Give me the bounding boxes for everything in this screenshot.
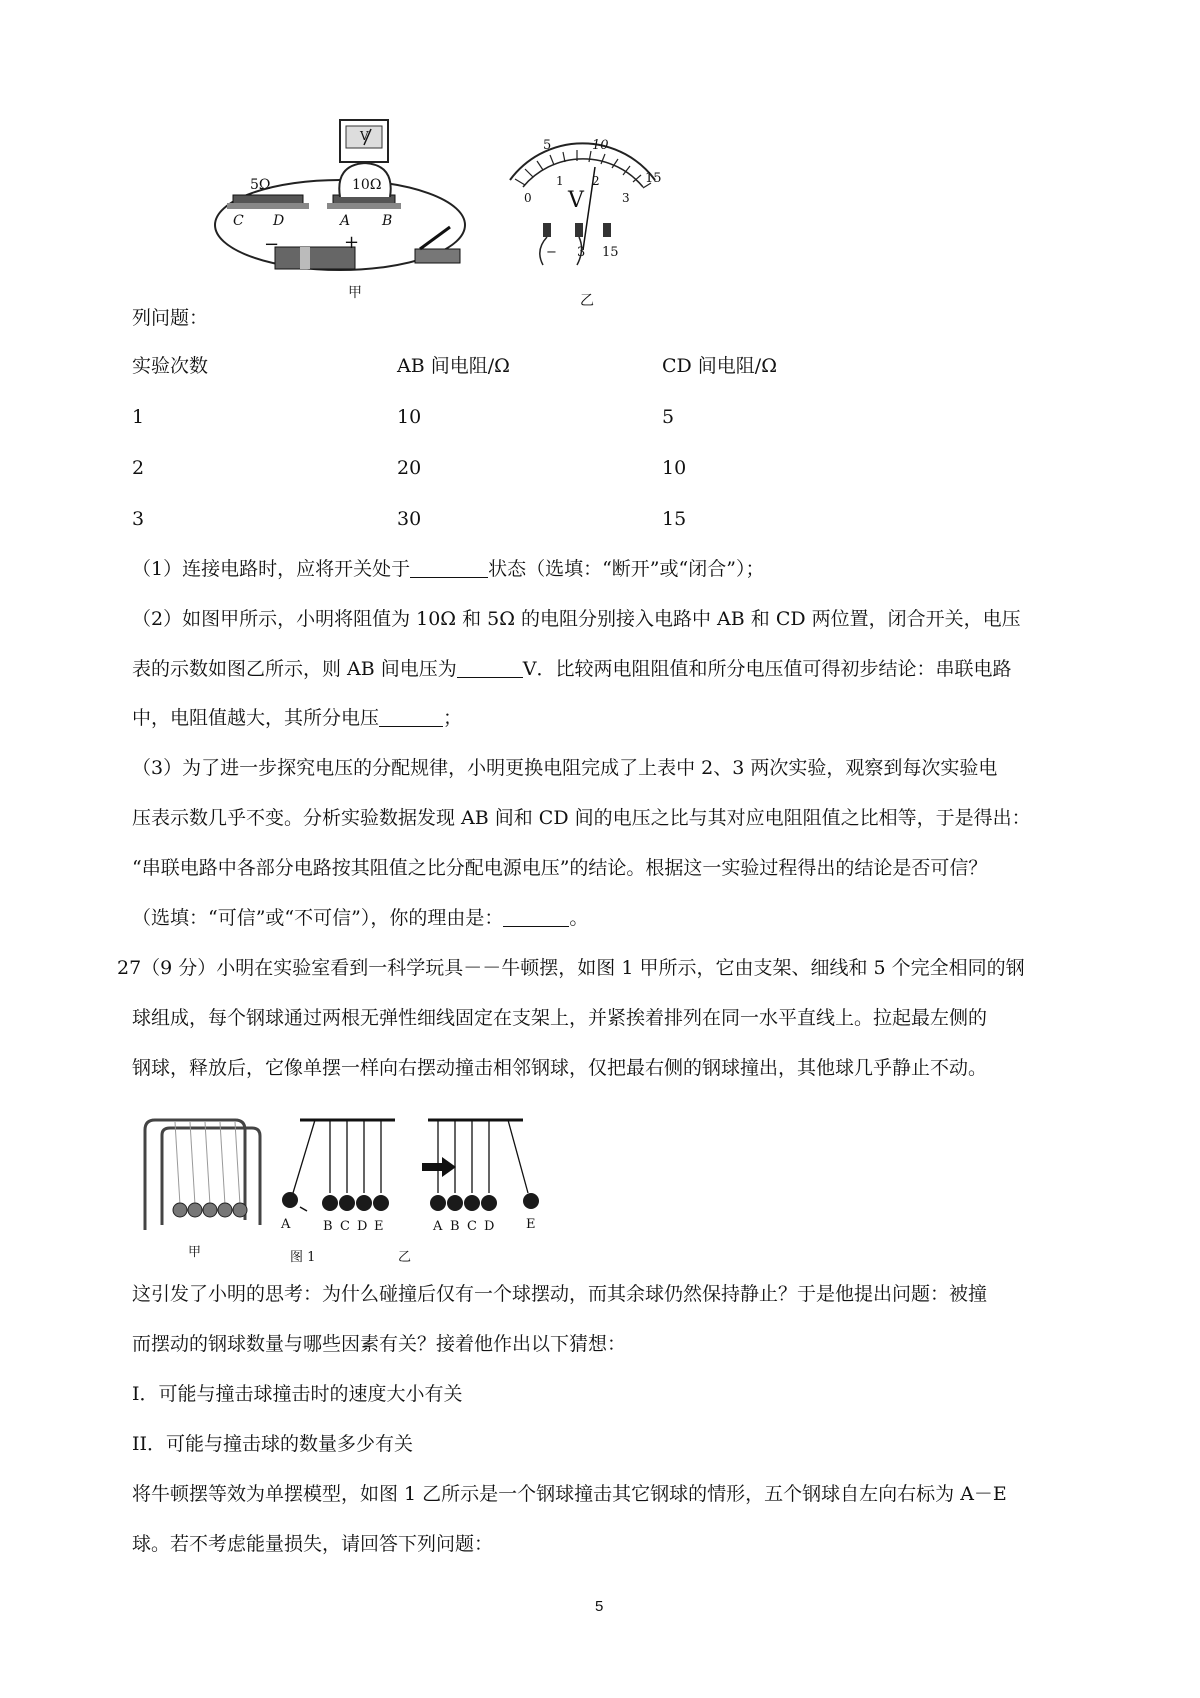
newton-cradle-yi-after	[428, 1115, 558, 1215]
dial-tick-0: 0	[524, 191, 532, 205]
table-cell: 10	[397, 406, 422, 428]
ball-label-a: A	[433, 1219, 443, 1234]
ball-label-a: A	[281, 1217, 291, 1232]
table-cell: 30	[397, 508, 422, 530]
question-2-line-3	[132, 705, 462, 731]
ball-label-e: E	[374, 1219, 384, 1234]
terminal-label-a: A	[340, 213, 351, 229]
question-2-line-3-after: ；	[443, 707, 463, 729]
ball-label-c: C	[340, 1219, 350, 1234]
table-cell: 10	[662, 457, 687, 479]
newton-cradle-jia	[140, 1110, 270, 1235]
hypothesis-2: II．可能与撞击球的数量多少有关	[132, 1433, 414, 1455]
resistor-label-5ohm: 5Ω	[250, 177, 271, 193]
dial-terminal-15: 15	[602, 245, 619, 260]
answer-blank[interactable]	[503, 906, 569, 927]
terminal-label-c: C	[233, 213, 244, 229]
figure-caption-jia: 甲	[188, 1245, 202, 1260]
intro-line: 列问题：	[132, 307, 209, 329]
question-27-line-3: 钢球，释放后，它像单摆一样向右摆动撞击相邻钢球，仅把最右侧的钢球撞出，其他球几乎静止不动。	[132, 1057, 988, 1079]
table-cell: 3	[132, 508, 145, 530]
voltmeter-letter: V	[360, 129, 369, 143]
question-3-line-4-after: 。	[569, 907, 589, 929]
dial-terminal-3: 3	[577, 245, 586, 260]
paragraph-line-1: 这引发了小明的思考：为什么碰撞后仅有一个球摆动，而其余球仍然保持静止？于是他提出问题：被撞	[132, 1283, 988, 1305]
dial-terminal-minus: −	[546, 245, 557, 260]
question-3-line-4-before: （选填：“可信”或“不可信”），你的理由是：	[132, 907, 504, 929]
dial-meter-letter: V	[568, 188, 584, 213]
table-header-ab: AB 间电阻/Ω	[397, 355, 510, 377]
question-2-line-2-before: 表的示数如图乙所示，则 AB 间电压为	[132, 658, 457, 680]
question-27-line-1: 27（9 分）小明在实验室看到一科学玩具－－牛顿摆，如图 1 甲所示，它由支架、细线和 5 个完全相同的钢	[117, 957, 1025, 979]
question-3-line-1: （3）为了进一步探究电压的分配规律，小明更换电阻完成了上表中 2、3 两次实验，观察到每次实验电	[132, 757, 998, 779]
ball-label-c: C	[467, 1219, 477, 1234]
newton-cradle-yi-before	[275, 1115, 415, 1215]
table-cell: 2	[132, 457, 145, 479]
terminal-label-d: D	[273, 213, 285, 229]
ball-label-d: D	[484, 1219, 495, 1234]
hypothesis-1: I．可能与撞击球撞击时的速度大小有关	[132, 1383, 463, 1405]
dial-tick-3: 3	[622, 191, 630, 205]
question-27-line-2: 球组成，每个钢球通过两根无弹性细线固定在支架上，并紧挨着排列在同一水平直线上。拉起最左侧的	[132, 1007, 988, 1029]
question-2-line-2	[132, 656, 1012, 682]
table-header-cd: CD 间电阻/Ω	[662, 355, 777, 377]
question-2-line-3-before: 中，电阻值越大，其所分电压	[132, 707, 380, 729]
dial-tick-5: 5	[543, 138, 552, 153]
paragraph-line-2: 而摆动的钢球数量与哪些因素有关？接着他作出以下猜想：	[132, 1333, 627, 1355]
answer-blank[interactable]	[457, 657, 523, 678]
answer-blank[interactable]	[379, 706, 443, 727]
table-header-trial: 实验次数	[132, 355, 209, 377]
ball-label-b: B	[323, 1219, 333, 1234]
question-3-line-3: “串联电路中各部分电路按其阻值之比分配电源电压”的结论。根据这一实验过程得出的结论是否可信？	[132, 857, 988, 879]
table-cell: 15	[662, 508, 687, 530]
question-2-line-2-after: V．比较两电阻阻值和所分电压值可得初步结论：串联电路	[522, 658, 1012, 680]
table-cell: 20	[397, 457, 422, 479]
answer-blank[interactable]	[410, 557, 488, 578]
question-1-before: （1）连接电路时，应将开关处于	[132, 558, 411, 580]
figure-caption-jia: 甲	[348, 285, 362, 301]
paragraph-line-5: 将牛顿摆等效为单摆模型，如图 1 乙所示是一个钢球撞击其它钢球的情形，五个钢球自左向右标为 A－E	[132, 1483, 1007, 1505]
figure-caption-yi: 乙	[398, 1250, 412, 1265]
resistor-label-10ohm: 10Ω	[352, 177, 382, 193]
table-cell: 1	[132, 406, 145, 428]
dial-tick-2: 2	[592, 174, 600, 188]
battery-plus-sign: +	[344, 232, 360, 253]
question-1	[132, 556, 764, 582]
question-3-line-2: 压表示数几乎不变。分析实验数据发现 AB 间和 CD 间的电压之比与其对应电阻阻值之比相等，于是得出：	[132, 807, 1031, 829]
page-number: 5	[595, 1598, 604, 1615]
question-1-after: 状态（选填：“断开”或“闭合”）；	[488, 558, 765, 580]
ball-label-e: E	[526, 1217, 536, 1232]
figure-caption-yi: 乙	[580, 293, 594, 309]
question-3-line-4	[132, 905, 588, 931]
battery-minus-sign: −	[264, 234, 280, 255]
ball-label-b: B	[450, 1219, 460, 1234]
dial-tick-10: 10	[592, 138, 609, 153]
question-2-line-1: （2）如图甲所示，小明将阻值为 10Ω 和 5Ω 的电阻分别接入电路中 AB 和 CD 两位置，闭合开关，电压	[132, 608, 1021, 630]
paragraph-line-6: 球。若不考虑能量损失，请回答下列问题：	[132, 1533, 494, 1555]
terminal-label-b: B	[382, 213, 393, 229]
dial-tick-15: 15	[645, 171, 662, 186]
table-cell: 5	[662, 406, 675, 428]
ball-label-d: D	[357, 1219, 368, 1234]
dial-tick-1: 1	[556, 174, 564, 188]
figure-caption-fig1: 图 1	[290, 1250, 316, 1265]
